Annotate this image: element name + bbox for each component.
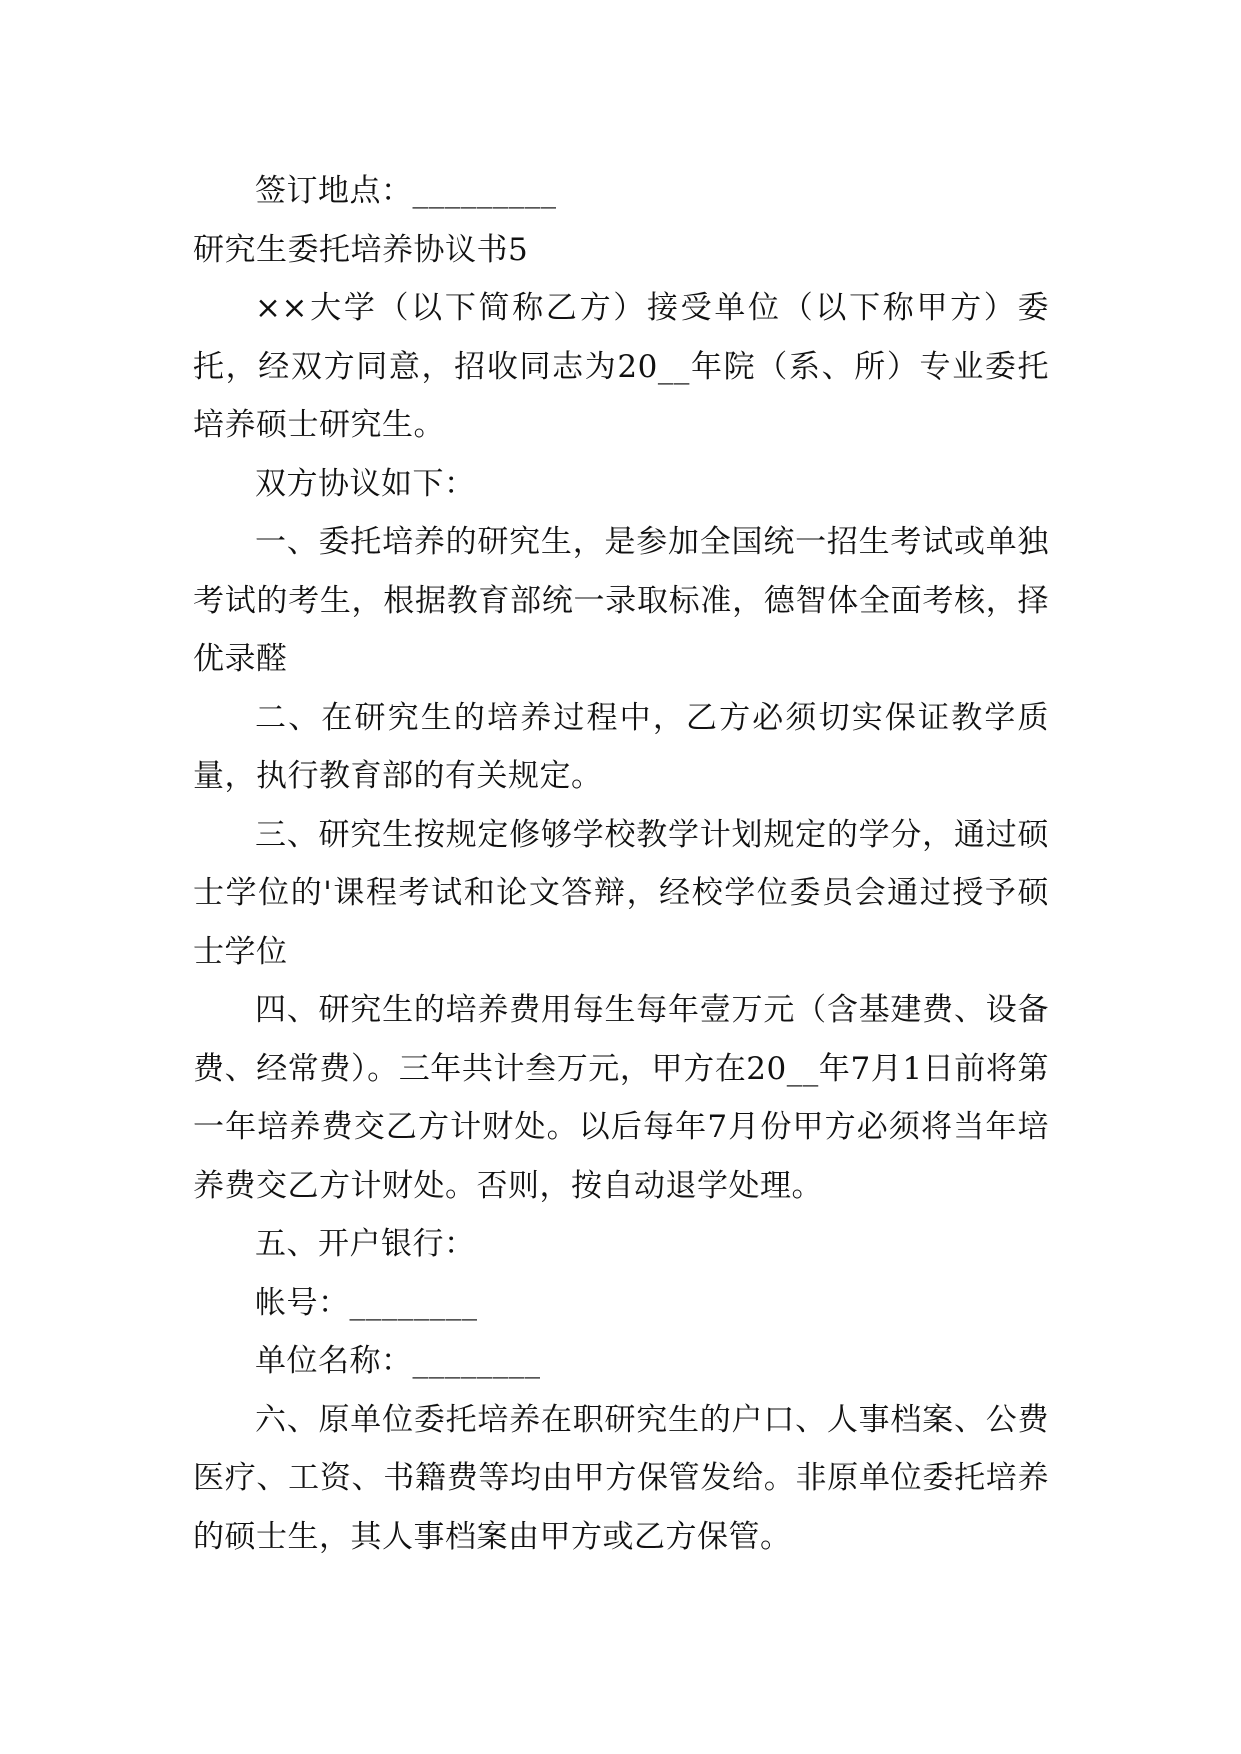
clause-6-paragraph: 六、原单位委托培养在职研究生的户口、人事档案、公费医疗、工资、书籍费等均由甲方保管发给。非原单位委托培养的硕士生，其人事档案由甲方或乙方保管。	[193, 1401, 1049, 1555]
unit-name-line: 单位名称：________	[255, 1343, 541, 1379]
clause-1-paragraph: 一、委托培养的研究生，是参加全国统一招生考试或单独考试的考生，根据教育部统一录取标准，德智体全面考核，择优录醛	[193, 524, 1049, 677]
clause-3-paragraph: 三、研究生按规定修够学校教学计划规定的学分，通过硕士学位的'课程考试和论文答辩，经校学位委员会通过授予硕士学位	[193, 816, 1049, 970]
agreement-heading: 双方协议如下：	[255, 465, 476, 502]
account-number-line: 帐号：________	[255, 1284, 478, 1321]
document-body	[193, 162, 1049, 1566]
clause-5-paragraph: 五、开户银行：	[255, 1226, 476, 1262]
signing-place-line: 签订地点：_________	[255, 173, 557, 209]
intro-paragraph: ××大学（以下简称乙方）接受单位（以下称甲方）委托，经双方同意，招收同志为20__年院（系、所）专业委托培养硕士研究生。	[193, 290, 1049, 443]
agreement-title: 研究生委托培养协议书5	[193, 231, 529, 268]
clause-4-paragraph: 四、研究生的培养费用每生每年壹万元（含基建费、设备费、经常费）。三年共计叁万元，甲方在20__年7月1日前将第一年培养费交乙方计财处。以后每年7月份甲方必须将当年培养费交乙方计财处。否则，按自动退学处理。	[193, 992, 1049, 1204]
clause-2-paragraph: 二、在研究生的培养过程中，乙方必须切实保证教学质量，执行教育部的有关规定。	[193, 699, 1049, 794]
